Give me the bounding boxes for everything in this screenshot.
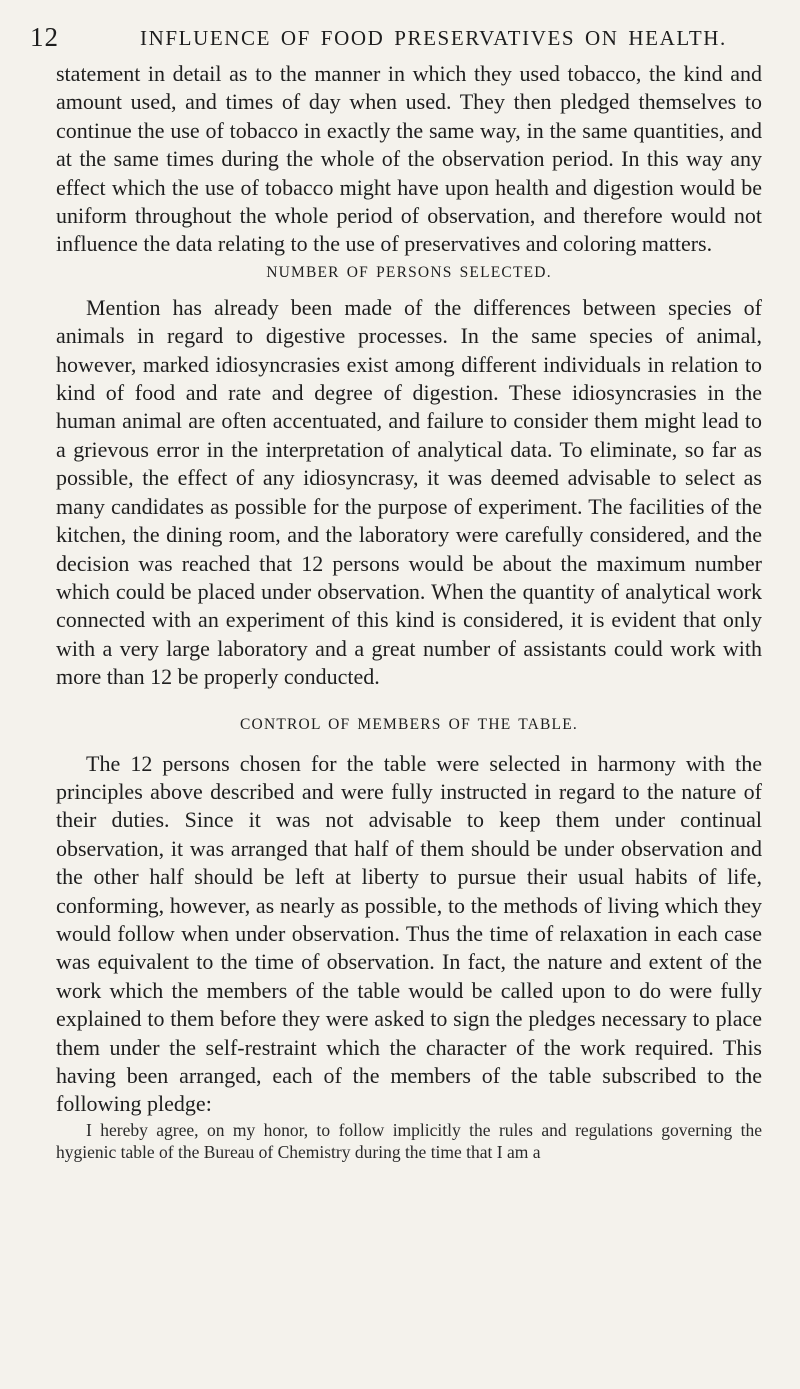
running-header — [30, 22, 760, 56]
body-text — [56, 60, 762, 1163]
section-heading-control-of-members: CONTROL OF MEMBERS OF THE TABLE. — [240, 715, 578, 733]
running-title: INFLUENCE OF FOOD PRESERVATIVES ON HEALTH. — [140, 26, 727, 50]
paragraph-control-of-members: The 12 persons chosen for the table were selected in harmony with the principles above described and were fully instructed in regard to the nature of their duties. Since it was not advisable to keep them under continual observation, it was arranged that half of them should be under observation and the other half should be left at liberty to pursue their usual habits of life, conforming, however, as nearly as possible, to the methods of living which they would follow when under observation. Thus the time of relaxation in each case was equivalent to the time of observation. In fact, the nature and extent of the work which the members of the table would be called upon to do were fully explained to them before they were asked to sign the pledges necessary to place them under the self-restraint which the character of the work required. This having been arranged, each of the members of the table subscribed to the following pledge: — [56, 750, 762, 1117]
paragraph-number-of-persons: Mention has already been made of the differences between species of animals in regard to digestive processes. In the same species of animal, however, marked idiosyncrasies exist among different individuals in relation to kind of food and rate and degree of digestion. These idiosyncrasies in the human animal are often accentuated, and failure to consider them might lead to a grievous error in the interpretation of analytical data. To eliminate, so far as possible, the effect of any idiosyncrasy, it was deemed advisable to select as many candidates as possible for the purpose of experiment. The facilities of the kitchen, the dining room, and the laboratory were carefully considered, and the decision was reached that 12 persons would be about the maximum number which could be placed under observation. When the quantity of analytical work connected with an experiment of this kind is considered, it is evident that only with a very large laboratory and a great number of assistants could work with more than 12 be properly conducted. — [56, 294, 762, 690]
page-number: 12 — [30, 22, 59, 52]
opening-paragraph: statement in detail as to the manner in which they used tobacco, the kind and amount used, and times of day when used. They then pledged themselves to continue the use of tobacco in exactly the same way, in the same quantities, and at the same times during the whole of the observation period. In this way any effect which the use of tobacco might have upon health and digestion would be uniform throughout the whole period of observation, and therefore would not influence the data relating to the use of preservatives and coloring matters. — [56, 61, 762, 257]
section-heading-number-of-persons: NUMBER OF PERSONS SELECTED. — [266, 263, 552, 281]
pledge-text: I hereby agree, on my honor, to follow implicitly the rules and regulations governing the hygienic table of the Bureau of Chemistry during the time that I am a — [56, 1119, 762, 1162]
